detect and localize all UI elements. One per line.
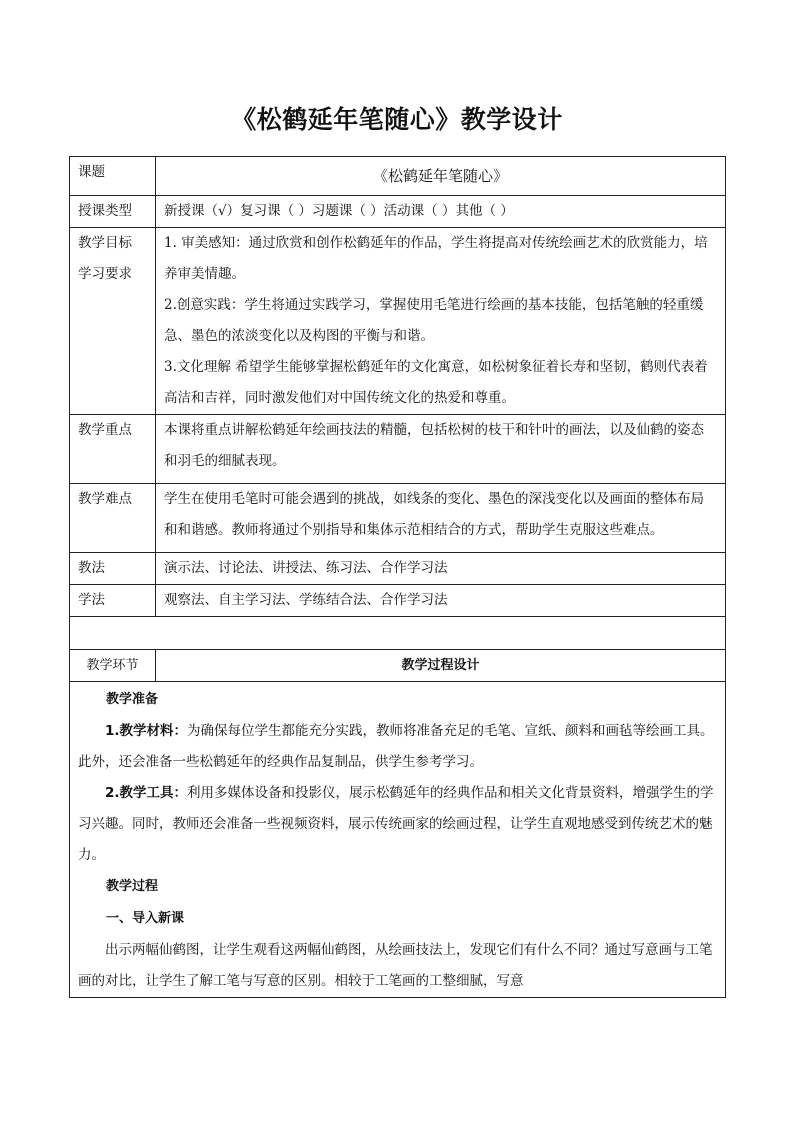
difficulties-value: 学生在使用毛笔时可能会遇到的挑战，如线条的变化、墨色的深浅变化以及画面的整体布局和和谐感。教师将通过个别指导和集体示范相结合的方式，帮助学生克服这些难点。 bbox=[156, 484, 726, 553]
row-topic bbox=[70, 157, 726, 196]
row-blank bbox=[70, 617, 726, 650]
materials-label: 1.教学材料： bbox=[105, 723, 188, 739]
materials-text: 为确保每位学生都能充分实践，教师将准备充足的毛笔、宣纸、颜料和画毡等绘画工具。此外，还会准备一些松鹤延年的经典作品复制品，供学生参考学习。 bbox=[78, 723, 714, 770]
teaching-methods-label: 教法 bbox=[70, 553, 156, 585]
key-points-value: 本课将重点讲解松鹤延年绘画技法的精髓，包括松树的枝干和针叶的画法，以及仙鹤的姿态和羽毛的细腻表现。 bbox=[156, 415, 726, 484]
lesson-type-label: 授课类型 bbox=[70, 196, 156, 228]
row-lesson-type bbox=[70, 196, 726, 228]
goals-label bbox=[70, 228, 156, 415]
row-goals bbox=[70, 228, 726, 415]
section1-text: 出示两幅仙鹤图，让学生观看这两幅仙鹤图，从绘画技法上，发现它们有什么不同？通过写意画与工笔画的对比，让学生了解工笔与写意的区别。相较于工笔画的工整细腻，写意 bbox=[78, 942, 713, 989]
process-heading: 教学过程 bbox=[106, 879, 159, 894]
row-difficulties bbox=[70, 484, 726, 553]
lesson-type-value: 新授课（√）复习课（ ）习题课（ ）活动课（ ）其他（ ） bbox=[156, 196, 726, 228]
process-header-right: 教学过程设计 bbox=[156, 650, 726, 682]
row-learning-methods bbox=[70, 585, 726, 617]
document-title: 《松鹤延年笔随心》教学设计 bbox=[231, 105, 563, 134]
blank-cell bbox=[70, 617, 726, 650]
process-header-left: 教学环节 bbox=[70, 650, 156, 682]
goals-label-line2: 学习要求 bbox=[78, 266, 132, 282]
lesson-plan-table bbox=[69, 156, 726, 998]
section1-heading: 一、导入新课 bbox=[106, 911, 185, 926]
goals-content bbox=[156, 228, 726, 415]
goals-label-line1: 教学目标 bbox=[78, 235, 132, 251]
teaching-methods-value: 演示法、讨论法、讲授法、练习法、合作学习法 bbox=[156, 553, 726, 585]
topic-value: 《松鹤延年笔随心》 bbox=[156, 157, 726, 196]
materials-paragraph bbox=[78, 716, 717, 778]
tools-paragraph bbox=[78, 778, 717, 871]
row-process-header bbox=[70, 650, 726, 682]
row-key-points bbox=[70, 415, 726, 484]
row-process-body bbox=[70, 682, 726, 998]
goal-item: 3.文化理解 希望学生能够掌握松鹤延年的文化寓意，如松树象征着长寿和坚韧，鹤则代表着高洁和吉祥，同时激发他们对中国传统文化的热爱和尊重。 bbox=[164, 359, 708, 406]
tools-label: 2.教学工具： bbox=[105, 785, 188, 801]
difficulties-label: 教学难点 bbox=[70, 484, 156, 553]
learning-methods-value: 观察法、自主学习法、学练结合法、合作学习法 bbox=[156, 585, 726, 617]
topic-label: 课题 bbox=[70, 157, 156, 196]
row-teaching-methods bbox=[70, 553, 726, 585]
goal-item: 2.创意实践：学生将通过实践学习，掌握使用毛笔进行绘画的基本技能，包括笔触的轻重缓急、墨色的浓淡变化以及构图的平衡与和谐。 bbox=[164, 297, 704, 344]
prep-heading: 教学准备 bbox=[106, 692, 159, 707]
goal-item: 1. 审美感知：通过欣赏和创作松鹤延年的作品，学生将提高对传统绘画艺术的欣赏能力，培养审美情趣。 bbox=[164, 235, 708, 282]
learning-methods-label: 学法 bbox=[70, 585, 156, 617]
tools-text: 利用多媒体设备和投影仪，展示松鹤延年的经典作品和相关文化背景资料，增强学生的学习兴趣。同时，教师还会准备一些视频资料，展示传统画家的绘画过程，让学生直观地感受到传统艺术的魅力。 bbox=[78, 785, 714, 863]
key-points-label: 教学重点 bbox=[70, 415, 156, 484]
process-content bbox=[70, 682, 726, 998]
